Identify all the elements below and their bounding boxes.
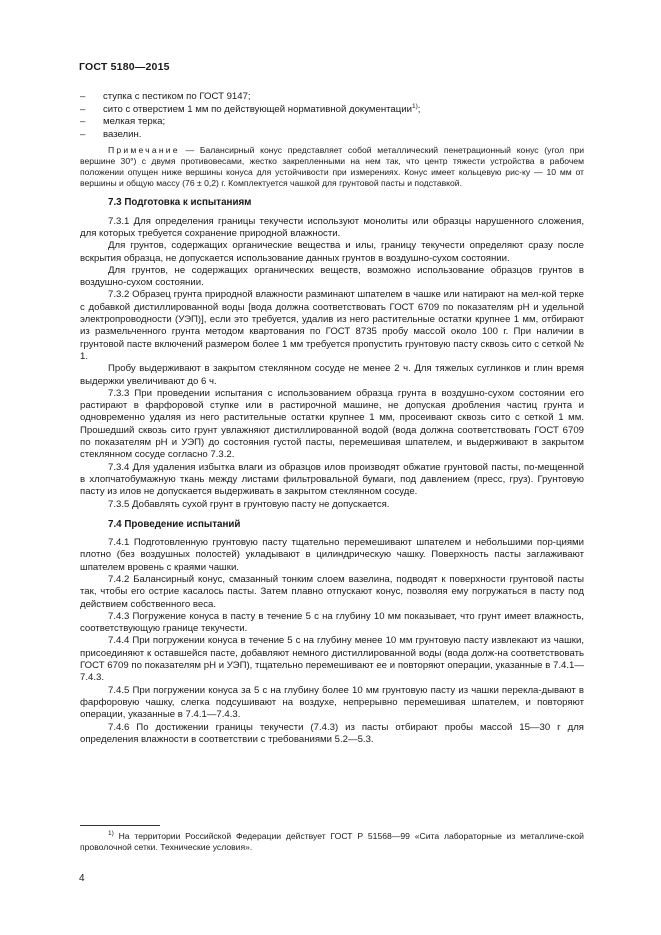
footnote: $^{1)}$ На территории Российской Федерации действует ГОСТ Р 51568—99 «Сита лабораторные из металличе-ской проволочной сетки. Технические условия».	[80, 830, 584, 853]
list-item: – вазелин.	[80, 128, 142, 140]
list-item: – мелкая терка;	[80, 116, 166, 128]
paragraph: 7.3.1 Для определения границы текучести используют монолиты или образцы нарушенного сложения, для которых требуется сохранение природной влажности.	[80, 215, 584, 239]
paragraph: Для грунтов, не содержащих органических веществ, возможно использование образцов грунтов в воздушно-сухом состоянии.	[80, 264, 584, 289]
equipment-list	[80, 91, 584, 141]
note-lead: Примечание	[108, 145, 180, 156]
paragraph: 7.4.5 При погружении конуса за 5 с на глубину более 10 мм грунтовую пасту из чашки перекла-дывают в фарфоровую чашку, слегка подсушивают на воздухе, непрерывно перемешивая шпателем, и повторяют операции, указанные в 7.4.1—7.4.3.	[80, 684, 584, 721]
paragraph: 7.3.2 Образец грунта природной влажности разминают шпателем в чашке или натирают на мел-кой терке с добавкой дистиллированной воды [вода должна соответствовать ГОСТ 6709 по показателям pH и удельной электропроводности (УЭП)], если это требуется, удалив из него растительные остатки крупнее 1 мм, отбирают из размельченного грунта методом квартования по ГОСТ 8735 пробу массой около 100 г. При наличии в грунтовой пасте включений размером более 1 мм требуется пропустить грунтовую пасту сквозь сито с сеткой № 1.	[80, 289, 584, 362]
section-heading-7-3: 7.3 Подготовка к испытаниям	[108, 197, 252, 209]
paragraph: Для грунтов, содержащих органические вещества и илы, границу текучести определяют сразу после вскрытия образца, не допускается использование данных грунтов в воздушно-сухом состоянии.	[80, 240, 584, 264]
section-heading-7-4: 7.4 Проведение испытаний	[108, 518, 241, 530]
paragraph: 7.4.4 При погружении конуса в течение 5 с на глубину менее 10 мм грунтовую пасту извлекают из чашки, присоединяют к оставшейся пасте, добавляют немного дистиллированной воды (вода долж-на соответствовать ГОСТ 6709 по показателям pH и УЭП), тщательно перемешивают ее и повторяют операции, указанные в 7.4.1—7.4.3.	[80, 635, 584, 684]
paragraph: 7.3.3 При проведении испытания с использованием образца грунта в воздушно-сухом состоянии его растирают в фарфоровой ступке или в растирочной машине, не допуская дробления частиц грунта и одновременно удаляя из него растительные остатки крупнее 1 мм, просеивают сквозь сито с сеткой 1 мм. Прошедший сквозь сито грунт увлажняют дистиллированной водой (вода должна соответствовать ГОСТ 6709 по показателям pH и УЭП) до состояния густой пасты, перемешивая шпателем, и выдерживают в закрытом стеклянном сосуде согласно 7.3.2.	[80, 387, 584, 461]
paragraph: 7.3.5 Добавлять сухой грунт в грунтовую пасту не допускается.	[108, 498, 390, 510]
footnote-mark: 1)	[108, 830, 114, 837]
paragraph: 7.4.3 Погружение конуса в пасту в течение 5 с на глубину 10 мм показывает, что грунт имеет влажность, соответствующую границе текучести.	[80, 610, 584, 635]
list-item: – сито с отверстием 1 мм по действующей нормативной документации$^{1)}$;	[80, 102, 421, 115]
note-paragraph: Примечание — Балансирный конус представляет собой металлический пенетрационный конус (угол при вершине 30°) с двумя противовесами, жестко закрепленными на нем так, что центр тяжести устройства в рабочем положении опущен ниже вершины конуса для устойчивости при измерениях. Конус имеет кольцевую рис-ку — 10 мм от вершины и общую массу (76 ± 0,2) г. Комплектуется чашкой для грунтовой пасты и подставкой.	[80, 145, 584, 189]
page-header-title: ГОСТ 5180—2015	[79, 61, 170, 73]
page-number: 4	[79, 873, 85, 884]
footnote-divider	[80, 825, 160, 826]
paragraph: 7.4.2 Балансирный конус, смазанный тонким слоем вазелина, подводят к поверхности грунтовой пасты так, чтобы его острие касалось пасты. Затем плавно отпускают конус, позволяя ему погружаться в пасту под действием собственного веса.	[80, 573, 584, 610]
paragraph: Пробу выдерживают в закрытом стеклянном сосуде не менее 2 ч. Для тяжелых суглинков и глин время выдержки увеличивают до 6 ч.	[80, 363, 584, 387]
paragraph: 7.3.4 Для удаления избытка влаги из образцов илов производят обжатие грунтовой пасты, по-мещенной в хлопчатобумажную ткань между листами фильтровальной бумаги, под давлением (пресс, груз). Грунтовую пасту из илов не допускается выдерживать в закрытом стеклянном сосуде.	[80, 461, 584, 498]
document-body	[80, 91, 584, 746]
paragraph: 7.4.6 По достижении границы текучести (7.4.3) из пасты отбирают пробы массой 15—30 г для определения влажности в соответствии с требованиями 5.2—5.3.	[80, 721, 584, 745]
paragraph: 7.4.1 Подготовленную грунтовую пасту тщательно перемешивают шпателем и небольшими пор-циями плотно (без воздушных полостей) укладывают в цилиндрическую чашку. Поверхность пасты заглаживают шпателем вровень с краями чашки.	[80, 537, 584, 573]
list-item: – ступка с пестиком по ГОСТ 9147;	[80, 91, 251, 102]
footnote-ref[interactable]: 1)	[411, 102, 418, 110]
